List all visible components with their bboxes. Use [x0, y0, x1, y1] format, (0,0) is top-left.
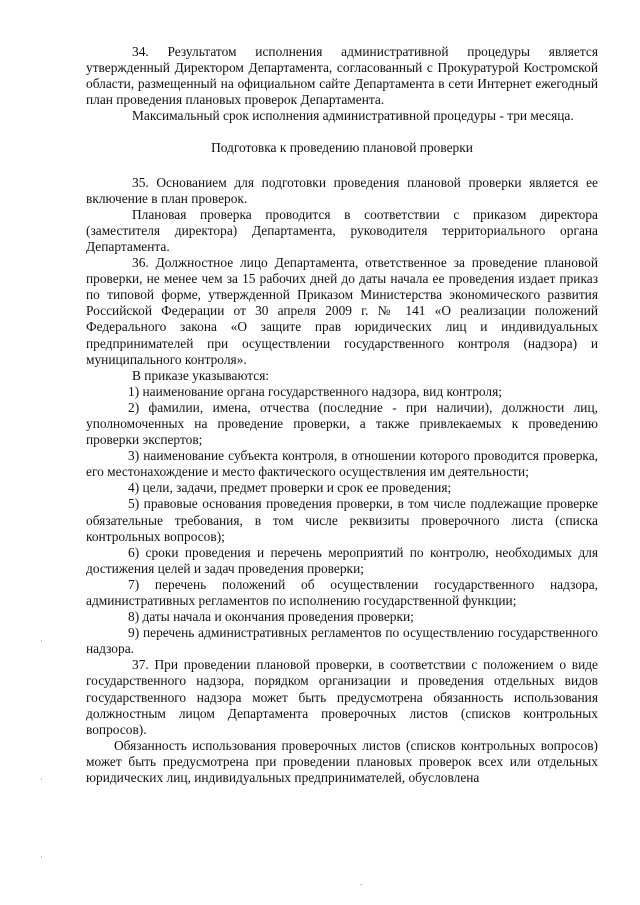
- paragraph-35-order: Плановая проверка проводится в соответствии с приказом директора (заместителя директора) Департамента, руководителя территориального органа Департамента.: [86, 206, 598, 254]
- list-item-2: 2) фамилии, имена, отчества (последние - при наличии), должности лиц, уполномоченных на проведение проверки, а также привлекаемых к проведению проверки экспертов;: [86, 399, 598, 448]
- paragraph-37-checklists: Обязанность использования проверочных листов (списков контрольных вопросов) может быть предусмотрена при проведении плановых проверок всех или отдельных юридических лиц, индивидуальных предпринимателей, обусловлена: [86, 737, 598, 786]
- scan-mark: [41, 778, 42, 780]
- scan-mark: [41, 856, 42, 858]
- document-body: [86, 44, 598, 786]
- list-item-1: 1) наименование органа государственного надзора, вид контроля;: [128, 383, 502, 399]
- paragraph-36-list-intro: В приказе указываются:: [132, 367, 270, 383]
- paragraph-36: 36. Должностное лицо Департамента, ответственное за проведение плановой проверки, не менее чем за 15 рабочих дней до даты начала ее проведения издает приказ по типовой форме, утвержденной Приказом Министерства экономического развития Российской Федерации от 30 апреля 2009 г. № 141 «О реализации положений Федерального закона «О защите прав юридических лиц и индивидуальных предпринимателей при осуществлении государственного контроля (надзора) и муниципального контроля».: [86, 255, 598, 367]
- list-item-3: 3) наименование субъекта контроля, в отношении которого проводится проверка, его местонахождение и место фактического осуществления им деятельности;: [86, 448, 598, 480]
- list-item-4: 4) цели, задачи, предмет проверки и срок ее проведения;: [128, 480, 452, 496]
- list-item-7: 7) перечень положений об осуществлении государственного надзора, административных регламентов по исполнению государственной функции;: [86, 576, 598, 608]
- scan-mark: [360, 884, 362, 885]
- list-item-9: 9) перечень административных регламентов по осуществлению государственного надзора.: [86, 625, 598, 657]
- list-item-5: 5) правовые основания проведения проверки, в том числе подлежащие проверке обязательные требования, в том числе реквизиты проверочного листа (списка контрольных вопросов);: [86, 496, 598, 544]
- paragraph-34-deadline: Максимальный срок исполнения административной процедуры - три месяца.: [132, 108, 574, 124]
- paragraph-35: 35. Основанием для подготовки проведения плановой проверки является ее включение в план проверок.: [86, 174, 598, 206]
- paragraph-34: 34. Результатом исполнения административной процедуры является утвержденный Директором Департамента, согласованный с Прокуратурой Костромской области, размещенный на официальном сайте Департамента в сети Интернет ежегодный план проведения плановых проверок Департамента.: [86, 44, 598, 108]
- list-item-8: 8) даты начала и окончания проведения проверки;: [128, 609, 414, 625]
- scan-mark: [41, 640, 42, 642]
- section-heading: Подготовка к проведению плановой проверки: [211, 140, 473, 156]
- paragraph-37: 37. При проведении плановой проверки, в соответствии с положением о виде государственного надзора, порядком организации и проведения отдельных видов государственного надзора может быть предусмотрена обязанность использования должностным лицом Департамента проверочных листов (списков контрольных вопросов).: [86, 657, 598, 737]
- list-item-6: 6) сроки проведения и перечень мероприятий по контролю, необходимых для достижения целей и задач проведения проверки;: [86, 544, 598, 576]
